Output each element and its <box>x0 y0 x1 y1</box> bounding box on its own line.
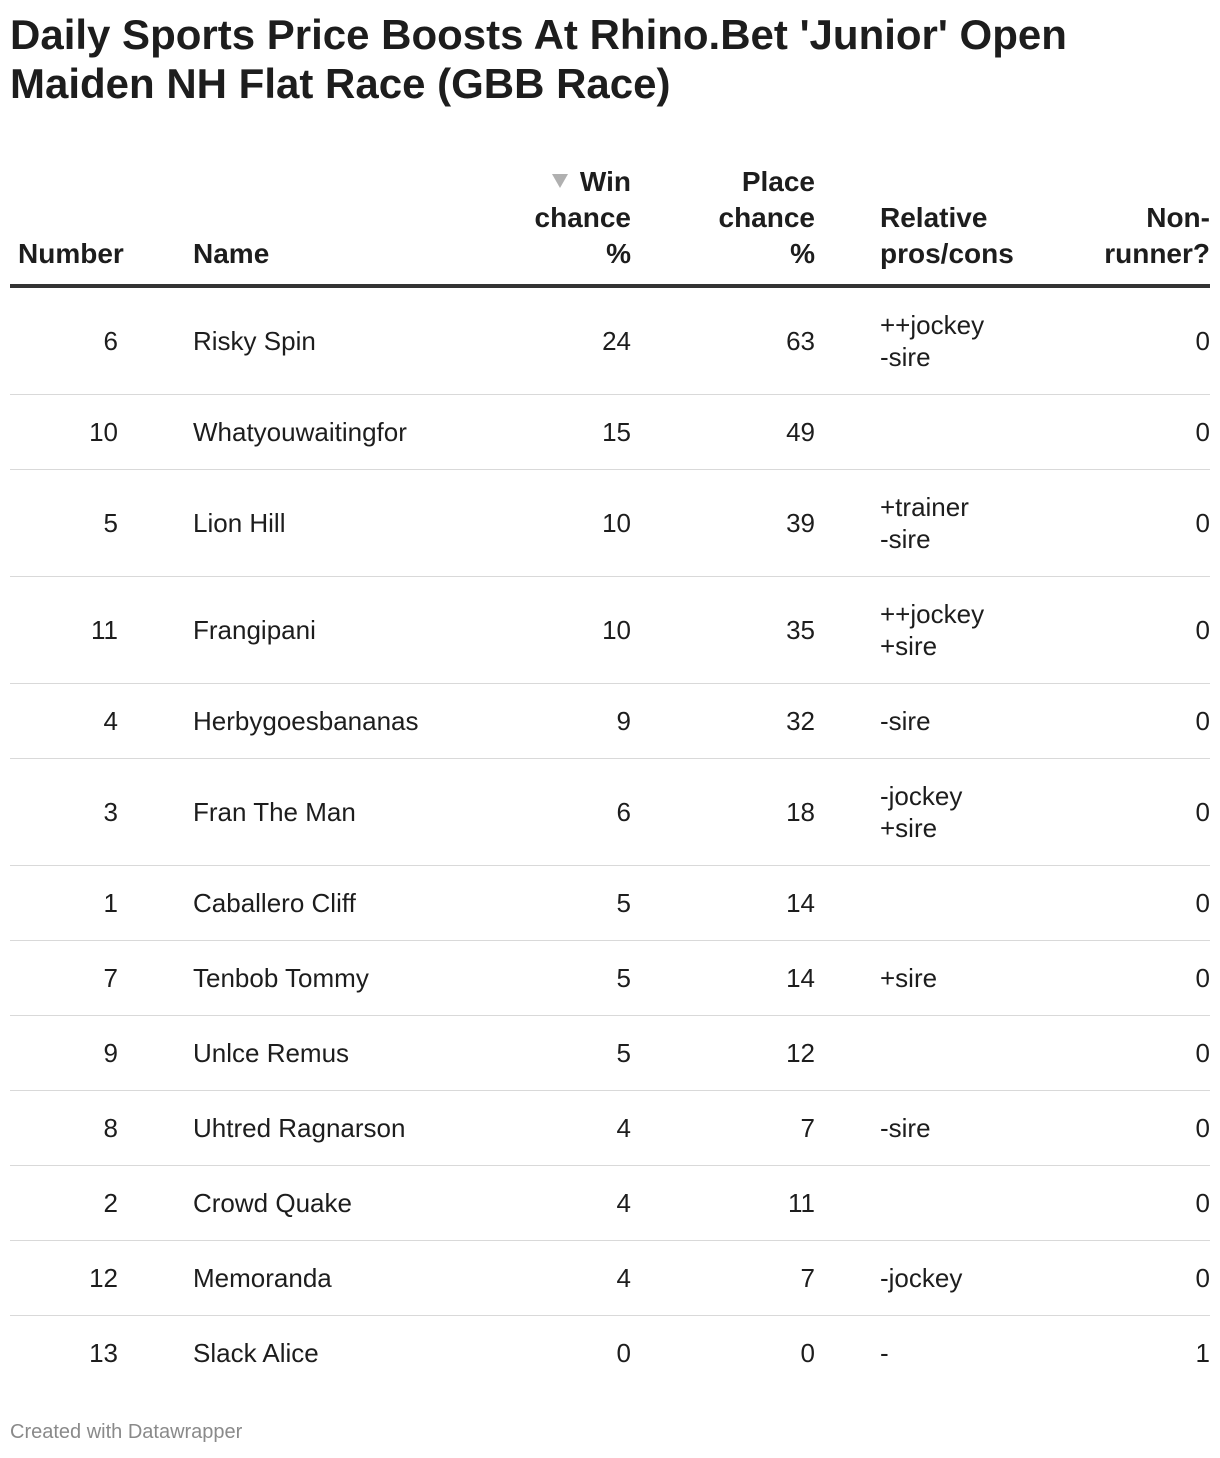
cell-win-chance: 5 <box>449 866 631 941</box>
cell-place-chance: 7 <box>631 1241 815 1316</box>
cell-place-chance: 32 <box>631 684 815 759</box>
cell-place-chance: 14 <box>631 866 815 941</box>
table-row <box>10 1091 1210 1166</box>
place-header-line-1: Place <box>741 166 815 197</box>
cell-relative: - <box>880 1338 889 1368</box>
cell-place-chance: 39 <box>631 470 815 577</box>
cell-number: 12 <box>10 1241 128 1316</box>
cell-gap <box>815 286 880 395</box>
cell-non-runner: 1 <box>1195 1338 1210 1368</box>
cell-gap <box>128 1316 193 1391</box>
column-header-relative[interactable] <box>880 164 1080 286</box>
cell-non-runner: 0 <box>1080 759 1210 866</box>
cell-gap <box>128 577 193 684</box>
cell-relative <box>880 866 1080 941</box>
cell-gap <box>128 1166 193 1241</box>
cell-name: Slack Alice <box>193 1338 319 1368</box>
cell-relative: +sire <box>880 941 1080 1016</box>
cell-place-chance: 11 <box>631 1166 815 1241</box>
cell-gap <box>815 1316 880 1391</box>
header-row <box>10 164 1210 286</box>
cell-non-runner: 0 <box>1080 1016 1210 1091</box>
cell-gap <box>815 1166 880 1241</box>
cell-number: 3 <box>10 759 128 866</box>
cell-relative <box>880 1016 1080 1091</box>
cell-gap <box>815 684 880 759</box>
cell-place-chance: 0 <box>800 1338 815 1368</box>
cell-gap <box>815 759 880 866</box>
cell-number: 4 <box>10 684 128 759</box>
cell-name: Unlce Remus <box>193 1016 449 1091</box>
cell-gap <box>815 577 880 684</box>
cell-name: Caballero Cliff <box>193 866 449 941</box>
chart-title: Daily Sports Price Boosts At Rhino.Bet 'Junior' Open Maiden NH Flat Race (GBB Race) <box>10 11 1067 107</box>
table-row <box>10 395 1210 470</box>
relative-header-line-1: Relative <box>880 202 988 233</box>
cell-relative: -jockey +sire <box>880 759 1080 866</box>
cell-place-chance: 63 <box>631 286 815 395</box>
cell-non-runner: 0 <box>1080 395 1210 470</box>
place-header-line-3: % <box>790 238 815 269</box>
cell-relative: -jockey <box>880 1241 1080 1316</box>
cell-relative: -sire <box>880 1091 1080 1166</box>
cell-number: 6 <box>10 286 128 395</box>
table-row <box>10 759 1210 866</box>
column-header-name[interactable]: Name <box>193 164 449 286</box>
cell-place-chance: 12 <box>631 1016 815 1091</box>
cell-number: 7 <box>10 941 128 1016</box>
cell-name: Risky Spin <box>193 286 449 395</box>
cell-name: Memoranda <box>193 1241 449 1316</box>
cell-gap <box>815 941 880 1016</box>
table-row <box>10 470 1210 577</box>
cell-gap <box>128 1091 193 1166</box>
cell-number: 10 <box>10 395 128 470</box>
column-header-place-chance[interactable] <box>631 164 815 286</box>
cell-relative <box>880 1166 1080 1241</box>
cell-win-chance: 6 <box>449 759 631 866</box>
cell-win-chance: 5 <box>449 941 631 1016</box>
cell-non-runner: 0 <box>1080 1241 1210 1316</box>
cell-gap <box>815 1241 880 1316</box>
column-header-non-runner[interactable] <box>1080 164 1210 286</box>
cell-gap <box>128 866 193 941</box>
cell-win-chance: 9 <box>449 684 631 759</box>
cell-gap <box>128 1241 193 1316</box>
table-row <box>10 1316 1210 1391</box>
column-header-number[interactable]: Number <box>10 164 128 286</box>
cell-place-chance: 18 <box>631 759 815 866</box>
cell-gap <box>815 395 880 470</box>
cell-win-chance: 10 <box>449 577 631 684</box>
win-header-line-3: % <box>606 238 631 269</box>
cell-place-chance: 7 <box>631 1091 815 1166</box>
cell-number: 5 <box>10 470 128 577</box>
cell-non-runner: 0 <box>1080 1091 1210 1166</box>
cell-gap <box>128 941 193 1016</box>
cell-win-chance: 4 <box>449 1166 631 1241</box>
cell-win-chance: 24 <box>449 286 631 395</box>
table-row <box>10 941 1210 1016</box>
cell-relative: -sire <box>880 684 1080 759</box>
cell-non-runner: 0 <box>1080 866 1210 941</box>
cell-gap <box>128 1016 193 1091</box>
cell-name: Crowd Quake <box>193 1166 449 1241</box>
cell-name: Fran The Man <box>193 759 449 866</box>
table-row <box>10 1241 1210 1316</box>
cell-non-runner: 0 <box>1080 684 1210 759</box>
cell-win-chance: 4 <box>449 1241 631 1316</box>
cell-place-chance: 14 <box>631 941 815 1016</box>
nonrunner-header-line-1: Non- <box>1146 202 1210 233</box>
cell-number: 13 <box>89 1338 118 1368</box>
cell-gap <box>128 684 193 759</box>
cell-place-chance: 35 <box>631 577 815 684</box>
cell-non-runner: 0 <box>1080 1166 1210 1241</box>
cell-gap <box>815 1091 880 1166</box>
cell-gap <box>128 759 193 866</box>
cell-non-runner: 0 <box>1080 470 1210 577</box>
cell-name: Whatyouwaitingfor <box>193 395 449 470</box>
cell-relative: ++jockey -sire <box>880 286 1080 395</box>
cell-number: 1 <box>10 866 128 941</box>
cell-non-runner: 0 <box>1080 941 1210 1016</box>
table-row <box>10 1166 1210 1241</box>
place-header-line-2: chance <box>718 202 815 233</box>
cell-number: 2 <box>10 1166 128 1241</box>
table-row <box>10 866 1210 941</box>
table-row <box>10 577 1210 684</box>
cell-win-chance: 4 <box>449 1091 631 1166</box>
table-row <box>10 684 1210 759</box>
sort-descending-icon <box>552 174 568 188</box>
relative-header-line-2: pros/cons <box>880 238 1014 269</box>
datawrapper-credit[interactable]: Created with Datawrapper <box>10 1421 243 1443</box>
cell-win-chance: 15 <box>449 395 631 470</box>
cell-win-chance: 0 <box>616 1338 631 1368</box>
cell-relative <box>880 395 1080 470</box>
cell-name: Herbygoesbananas <box>193 684 449 759</box>
table-row <box>10 286 1210 395</box>
cell-non-runner: 0 <box>1080 577 1210 684</box>
cell-name: Uhtred Ragnarson <box>193 1091 449 1166</box>
cell-name: Lion Hill <box>193 470 449 577</box>
cell-gap <box>815 470 880 577</box>
table-row <box>10 1016 1210 1091</box>
cell-number: 8 <box>10 1091 128 1166</box>
cell-non-runner: 0 <box>1080 286 1210 395</box>
cell-gap <box>128 470 193 577</box>
cell-number: 11 <box>10 577 128 684</box>
cell-relative: ++jockey +sire <box>880 577 1080 684</box>
header-gap <box>128 164 193 286</box>
cell-gap <box>128 286 193 395</box>
nonrunner-header-line-2: runner? <box>1104 238 1210 269</box>
cell-win-chance: 5 <box>449 1016 631 1091</box>
cell-win-chance: 10 <box>449 470 631 577</box>
table-body <box>10 286 1210 1390</box>
win-header-line-1: Win <box>579 166 631 197</box>
cell-place-chance: 49 <box>631 395 815 470</box>
header-gap <box>815 164 880 286</box>
cell-gap <box>815 1016 880 1091</box>
cell-name: Frangipani <box>193 577 449 684</box>
cell-gap <box>815 866 880 941</box>
column-header-win-chance[interactable] <box>449 164 631 286</box>
cell-gap <box>128 395 193 470</box>
cell-name: Tenbob Tommy <box>193 941 449 1016</box>
cell-relative: +trainer -sire <box>880 470 1080 577</box>
cell-number: 9 <box>10 1016 128 1091</box>
data-table <box>10 164 1210 1390</box>
win-header-line-2: chance <box>534 202 631 233</box>
